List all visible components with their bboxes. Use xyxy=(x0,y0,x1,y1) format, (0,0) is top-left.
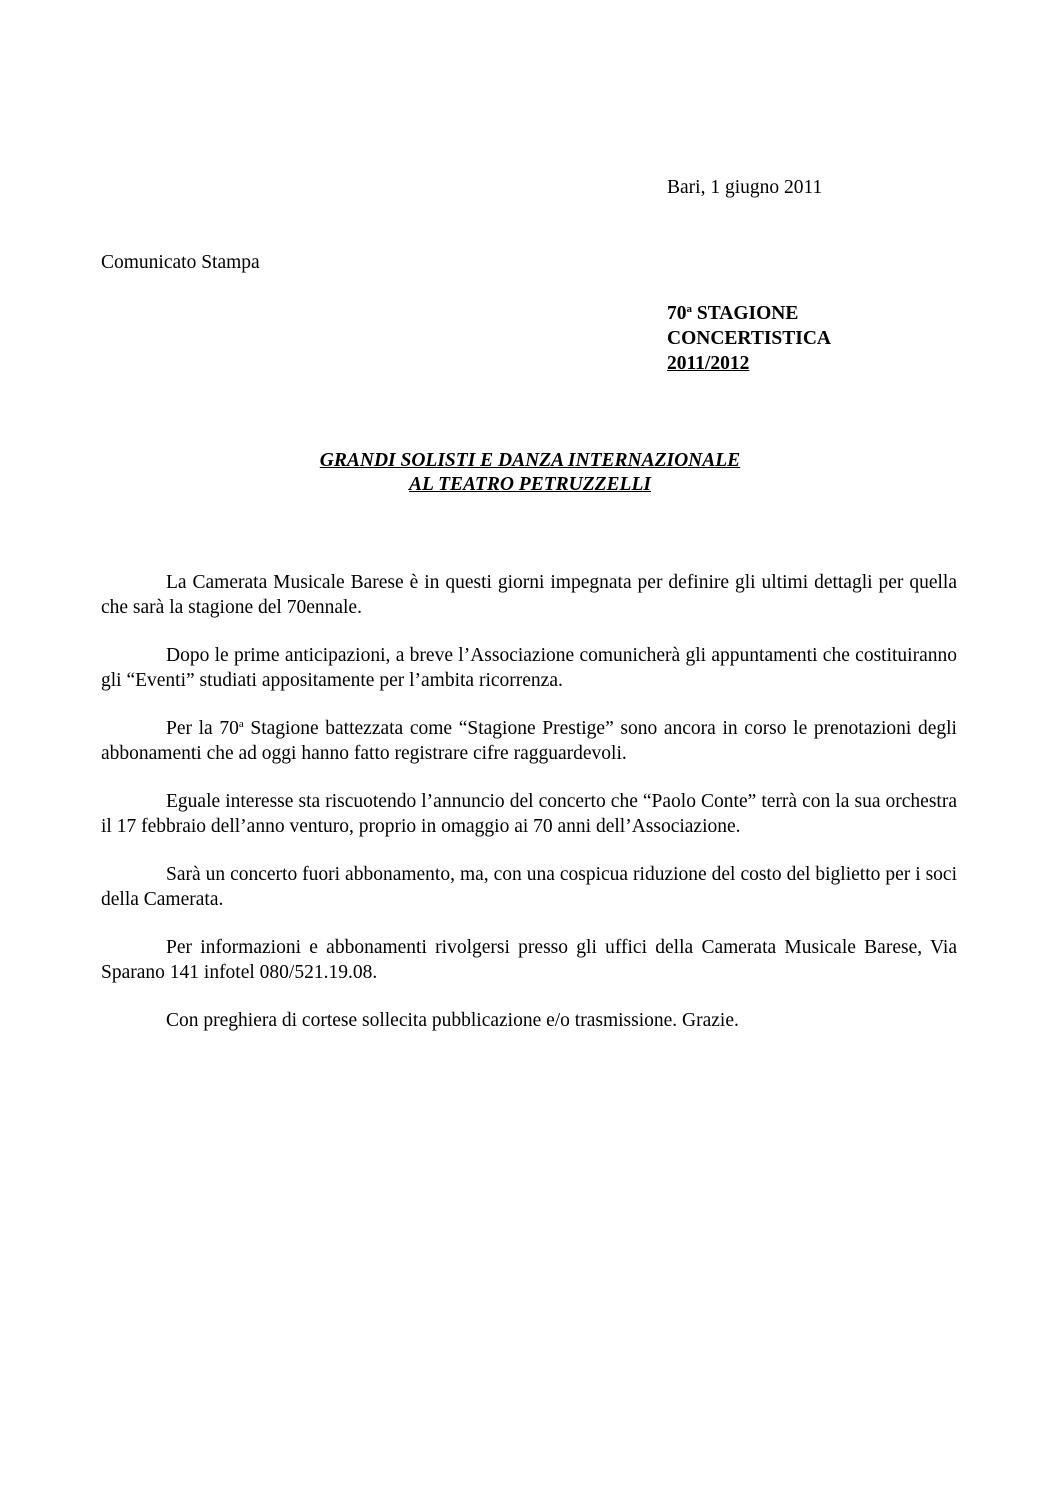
season-title-line xyxy=(667,301,831,326)
paragraph-3-rest: Stagione battezzata come “Stagione Prestige” sono ancora in corso le prenotazioni degli abbonamenti che ad oggi hanno fatto registrare cifre ragguardevoli. xyxy=(101,718,957,764)
paragraph-4: Eguale interesse sta riscuotendo l’annuncio del concerto che “Paolo Conte” terrà con la sua orchestra il 17 febbraio dell’anno venturo, proprio in omaggio ai 70 anni dell’Associazione. xyxy=(101,791,957,837)
paragraph-3-ordinal: a xyxy=(238,718,244,730)
paragraph-6: Per informazioni e abbonamenti rivolgersi presso gli uffici della Camerata Musicale Barese, Via Sparano 141 infotel 080/521.19.08. xyxy=(101,937,957,983)
season-type: CONCERTISTICA xyxy=(667,328,832,349)
headline xyxy=(200,449,860,497)
paragraph-2: Dopo le prime anticipazioni, a breve l’Associazione comunicherà gli appuntamenti che costituiranno gli “Eventi” studiati appositamente per l’ambita ricorrenza. xyxy=(101,645,957,691)
paragraph-3 xyxy=(101,716,957,766)
paragraph-3-prefix: Per la 70 xyxy=(166,718,239,739)
season-number: 70 xyxy=(667,303,687,324)
headline-line-2: AL TEATRO PETRUZZELLI xyxy=(409,474,651,495)
season-block xyxy=(667,301,831,376)
paragraph-7: Con preghiera di cortese sollecita pubblicazione e/o trasmissione. Grazie. xyxy=(166,1010,739,1031)
paragraph-5: Sarà un concerto fuori abbonamento, ma, con una cospicua riduzione del costo del biglietto per i soci della Camerata. xyxy=(101,864,957,910)
letter-date: Bari, 1 giugno 2011 xyxy=(667,177,823,198)
season-ordinal: a xyxy=(686,303,692,315)
headline-line-1: GRANDI SOLISTI E DANZA INTERNAZIONALE xyxy=(319,450,741,471)
season-label: STAGIONE xyxy=(692,303,799,324)
season-years: 2011/2012 xyxy=(667,353,750,374)
body-text xyxy=(101,570,957,1056)
document-type: Comunicato Stampa xyxy=(101,252,260,273)
paragraph-1: La Camerata Musicale Barese è in questi giorni impegnata per definire gli ultimi dettagli per quella che sarà la stagione del 70ennale. xyxy=(101,572,957,618)
